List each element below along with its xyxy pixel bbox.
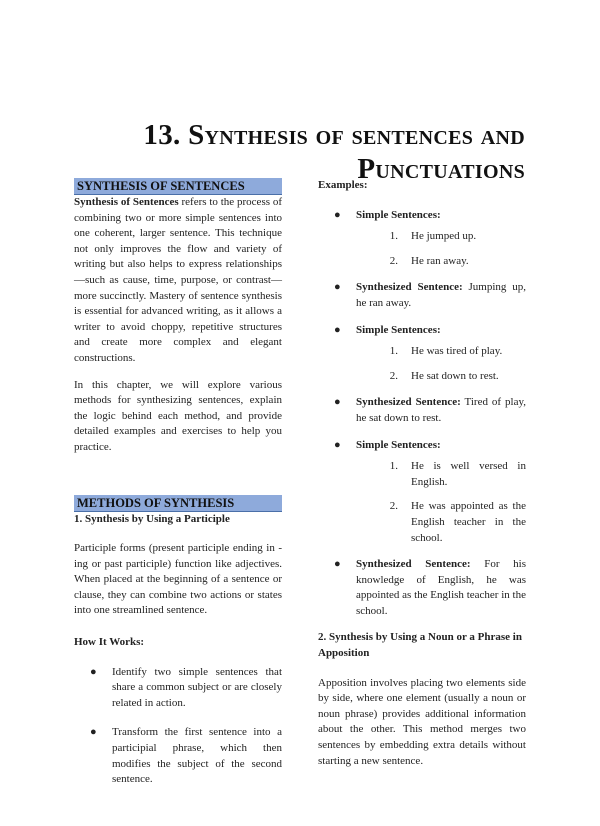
list-item: 1. He was tired of play.	[389, 345, 503, 358]
method1-paragraph: Participle forms (present participle ending in -ing or past participle) function like adjectives. When placed at the beginning of a sentence or clause, they can combine two actions or states into one streamlined sentence.	[74, 542, 282, 617]
intro-text: refers to the process of combining two or more simple sentences into one coherent, larger sentence. This technique not only improves the flow and variety of writing but also helps to express relationships—such as cause, time, purpose, or contrast—more succinctly. Mastery of sentence synthesis is essential for advanced writing, as it allows a writer to avoid choppy, repetitive structures and create more complex and elegant constructions.	[74, 196, 282, 364]
intro-paragraph	[74, 195, 282, 367]
right-column	[318, 178, 526, 780]
list-item: ● Transform the first sentence into a participial phrase, which then modifies the subject of the second sentence.	[90, 726, 282, 786]
list-item: 2. He sat down to rest.	[389, 369, 499, 382]
chapter-title-line1: 13. Synthesis of sentences and	[143, 119, 525, 151]
list-item: ● Synthesized Sentence: Jumping up, he ran away.	[334, 281, 526, 309]
method2-title: 2. Synthesis by Using a Noun or a Phrase in Apposition	[318, 631, 522, 660]
list-item: 1. He jumped up.	[389, 230, 477, 243]
examples-list	[318, 208, 526, 620]
list-item: ● Simple Sentences: 1. He was tired of play. 2. He sat down to rest.	[318, 323, 526, 385]
section-heading-synthesis: SYNTHESIS OF SENTENCES	[74, 178, 282, 195]
list-item: 2. He was appointed as the English teacher in the school.	[389, 500, 526, 544]
numbered-list	[356, 459, 526, 546]
numbered-list	[356, 229, 526, 269]
intro-term: Synthesis of Sentences	[74, 196, 179, 208]
list-item: ● Simple Sentences: 1. He is well versed in English. 2. He was appointed as the English teacher in the school.	[318, 438, 526, 547]
bullet-icon: ●	[334, 323, 341, 336]
chapter-title-line2: Punctuations	[357, 153, 525, 185]
chapter-title	[120, 118, 525, 186]
method2-paragraph: Apposition involves placing two elements side by side, where one element (usually a noun or noun phrase) provides additional information about the other. This method merges two sentences by embedding extra details without starting a new sentence.	[318, 676, 526, 767]
method1-title: 1. Synthesis by Using a Participle	[74, 512, 230, 525]
bullet-icon: ●	[334, 396, 341, 409]
numbered-list	[356, 344, 526, 384]
bullet-icon: ●	[90, 665, 97, 678]
how-it-works-list	[74, 665, 282, 788]
bullet-icon: ●	[334, 438, 341, 451]
list-item: 2. He ran away.	[389, 254, 469, 267]
bullet-icon: ●	[334, 208, 341, 221]
examples-label: Examples:	[318, 179, 368, 191]
section-heading-methods: METHODS OF SYNTHESIS	[74, 495, 282, 512]
list-item: ● Simple Sentences: 1. He jumped up. 2. He ran away.	[318, 208, 526, 270]
bullet-icon: ●	[334, 558, 341, 571]
list-item: ● Synthesized Sentence: Tired of play, he sat down to rest.	[334, 396, 527, 424]
list-item: 1. He is well versed in English.	[389, 460, 526, 488]
list-item: ● Identify two simple sentences that share a common subject or are closely related in action.	[90, 665, 282, 709]
left-column	[74, 178, 282, 799]
chapter-overview-paragraph: In this chapter, we will explore various methods for synthesizing sentences, explain the logic behind each method, and provide detailed examples and exercises to help you practice.	[74, 378, 282, 453]
list-item: ● Synthesized Sentence: For his knowledge of English, he was appointed as the English teacher in the school.	[334, 558, 526, 617]
how-it-works-heading: How It Works:	[74, 636, 145, 649]
bullet-icon: ●	[334, 281, 341, 294]
bullet-icon: ●	[90, 726, 97, 739]
